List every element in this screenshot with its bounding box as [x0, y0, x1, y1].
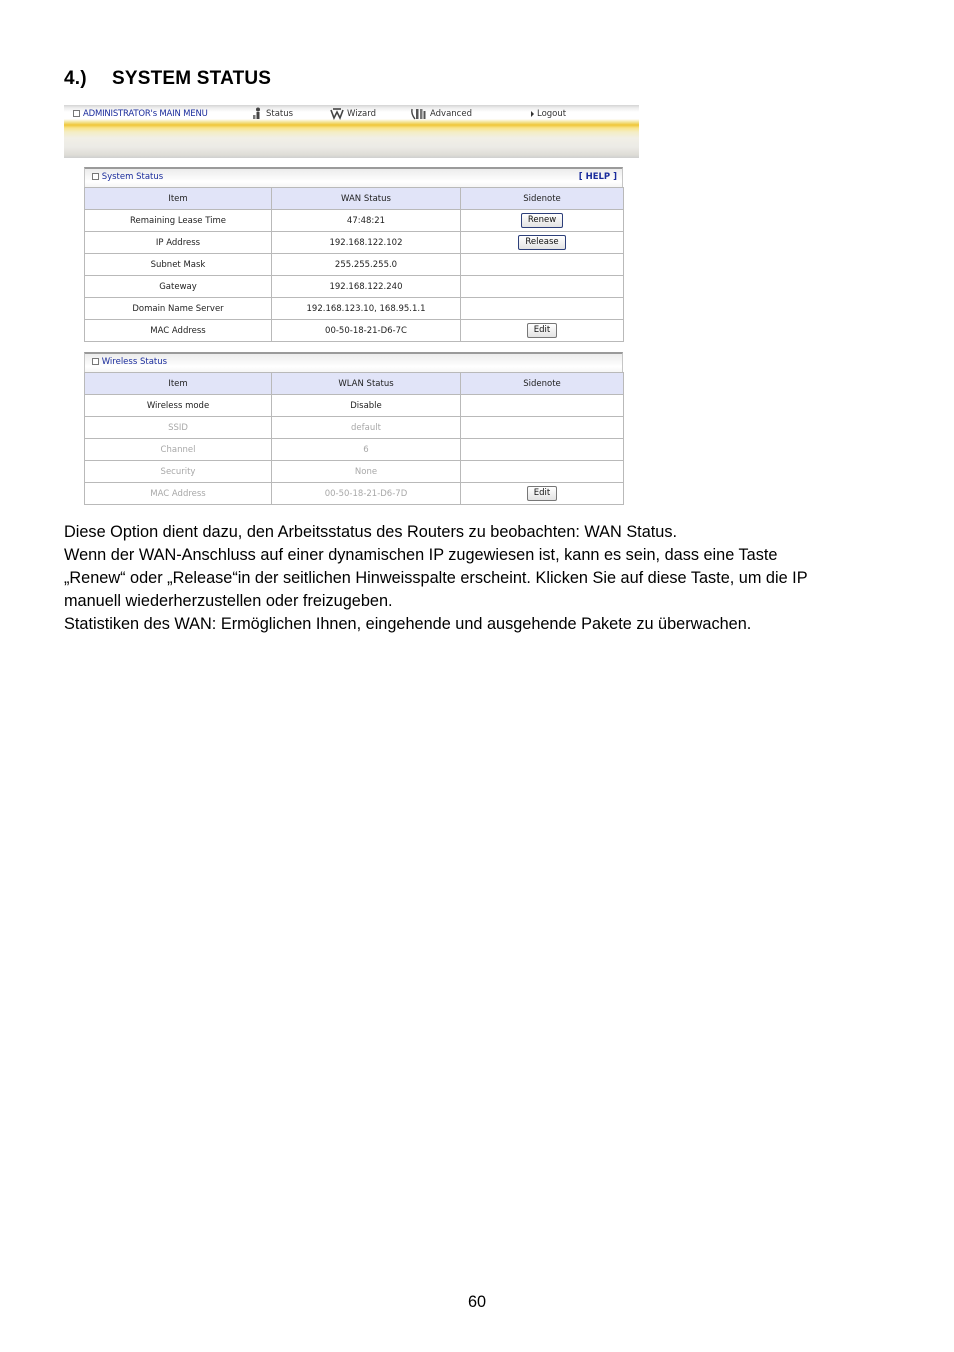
row-item-label: Gateway	[85, 276, 272, 298]
column-header-sidenote: Sidenote	[461, 188, 624, 210]
row-item-label: Wireless mode	[85, 395, 272, 417]
release-button[interactable]: Release	[518, 235, 565, 250]
description-line: manuell wiederherzustellen oder freizugeben.	[64, 592, 393, 610]
square-bullet-icon	[92, 358, 99, 365]
description	[64, 521, 904, 636]
table-header-row	[85, 373, 624, 395]
row-value: 00-50-18-21-D6-7D	[272, 483, 461, 505]
square-bullet-icon	[92, 173, 99, 180]
column-header-sidenote: Sidenote	[461, 373, 624, 395]
table-row	[85, 461, 624, 483]
system-status-panel	[84, 167, 623, 342]
row-value: Disable	[272, 395, 461, 417]
column-header-item: Item	[85, 373, 272, 395]
page-number: 60	[467, 1293, 487, 1311]
menu-logout-label: Logout	[537, 109, 567, 119]
row-sidenote	[461, 320, 624, 342]
advanced-tools-icon	[410, 108, 427, 120]
column-header-item: Item	[85, 188, 272, 210]
row-sidenote	[461, 232, 624, 254]
system-status-table	[84, 187, 624, 342]
system-status-title-bar	[84, 167, 623, 187]
menu-logout[interactable]	[531, 106, 566, 122]
description-line: „Renew“ oder „Release“in der seitlichen Hinweisspalte erscheint. Klicken Sie auf diese Taste, um die IP	[64, 569, 808, 587]
logout-arrow-icon	[531, 111, 534, 117]
row-value: 6	[272, 439, 461, 461]
row-item-label: SSID	[85, 417, 272, 439]
description-line: Statistiken des WAN: Ermöglichen Ihnen, eingehende und ausgehende Pakete zu überwachen.	[64, 615, 752, 633]
row-sidenote	[461, 439, 624, 461]
row-value: None	[272, 461, 461, 483]
renew-button[interactable]: Renew	[521, 213, 563, 228]
row-item-label: Security	[85, 461, 272, 483]
menu-status-label: Status	[266, 109, 294, 119]
menu-status[interactable]	[252, 106, 293, 122]
row-sidenote	[461, 254, 624, 276]
table-row	[85, 320, 624, 342]
menu-advanced[interactable]	[410, 106, 472, 122]
admin-main-menu-label: ADMINISTRATOR's MAIN MENU	[83, 109, 208, 119]
row-value: 192.168.122.240	[272, 276, 461, 298]
wireless-status-table	[84, 372, 624, 505]
wizard-icon	[330, 108, 344, 120]
status-person-icon	[252, 107, 263, 120]
table-header-row	[85, 188, 624, 210]
section-title: SYSTEM STATUS	[112, 68, 272, 89]
column-header-wan-status: WAN Status	[272, 188, 461, 210]
table-row	[85, 276, 624, 298]
row-sidenote	[461, 461, 624, 483]
row-item-label: MAC Address	[85, 320, 272, 342]
table-row	[85, 298, 624, 320]
wireless-status-panel	[84, 352, 623, 505]
row-sidenote	[461, 298, 624, 320]
row-item-label: MAC Address	[85, 483, 272, 505]
menu-wizard-label: Wizard	[347, 109, 376, 119]
router-ui-screenshot	[64, 105, 639, 510]
help-link[interactable]: [ HELP ]	[578, 172, 617, 182]
admin-main-menu[interactable]	[73, 106, 208, 122]
column-header-wlan-status: WLAN Status	[272, 373, 461, 395]
table-row	[85, 439, 624, 461]
row-item-label: Remaining Lease Time	[85, 210, 272, 232]
section-heading	[64, 68, 271, 90]
row-sidenote	[461, 483, 624, 505]
table-row	[85, 210, 624, 232]
row-value: 00-50-18-21-D6-7C	[272, 320, 461, 342]
row-item-label: Channel	[85, 439, 272, 461]
row-sidenote	[461, 210, 624, 232]
row-value: 47:48:21	[272, 210, 461, 232]
table-row	[85, 417, 624, 439]
row-sidenote	[461, 417, 624, 439]
row-item-label: Subnet Mask	[85, 254, 272, 276]
table-row	[85, 254, 624, 276]
edit-mac-button[interactable]: Edit	[527, 323, 557, 338]
square-bullet-icon	[73, 110, 80, 117]
description-line: Diese Option dient dazu, den Arbeitsstatus des Routers zu beobachten: WAN Status.	[64, 523, 678, 541]
row-value: 192.168.122.102	[272, 232, 461, 254]
menu-wizard[interactable]	[330, 106, 376, 122]
wireless-status-title-bar	[84, 352, 623, 372]
row-value: default	[272, 417, 461, 439]
description-line: Wenn der WAN-Anschluss auf einer dynamischen IP zugewiesen ist, kann es sein, dass eine Taste	[64, 546, 778, 564]
section-number: 4.)	[64, 68, 87, 89]
wireless-status-title: Wireless Status	[92, 357, 167, 367]
system-status-title: System Status	[92, 172, 163, 182]
row-item-label: IP Address	[85, 232, 272, 254]
row-value: 192.168.123.10, 168.95.1.1	[272, 298, 461, 320]
table-row	[85, 483, 624, 505]
row-sidenote	[461, 395, 624, 417]
edit-wireless-mac-button[interactable]: Edit	[527, 486, 557, 501]
table-row	[85, 395, 624, 417]
main-menu-bar	[64, 105, 639, 158]
row-value: 255.255.255.0	[272, 254, 461, 276]
row-sidenote	[461, 276, 624, 298]
menu-advanced-label: Advanced	[430, 109, 472, 119]
row-item-label: Domain Name Server	[85, 298, 272, 320]
table-row	[85, 232, 624, 254]
